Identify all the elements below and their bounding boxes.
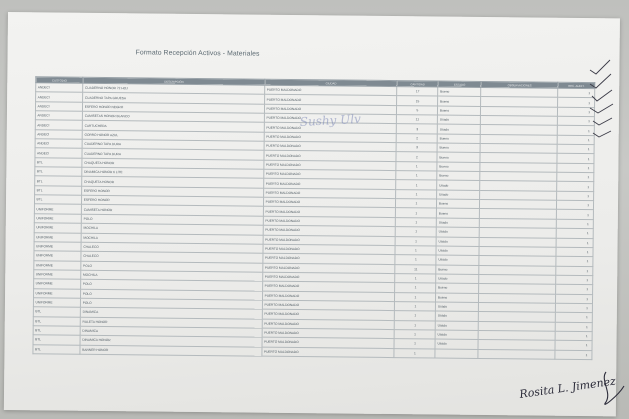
cell-cantidad: 1	[395, 292, 436, 302]
cell-descripcion: GORRO HONOR AZUL	[82, 130, 264, 141]
cell-ciudad: PUERTO MALDONADO	[264, 160, 396, 171]
cell-custodio: BTL	[33, 307, 80, 317]
cell-cantidad: 11	[395, 264, 436, 274]
cell-descripcion: CHALECO	[81, 242, 263, 253]
cell-rec-audit: 1	[556, 284, 593, 294]
cell-ciudad: PUERTO MALDONADO	[264, 123, 396, 134]
cell-descripcion: POLO	[81, 279, 263, 290]
cell-custodio: BTL	[35, 176, 82, 186]
cell-estado: Usado	[436, 330, 479, 340]
cell-custodio: BTL	[35, 158, 82, 168]
cell-custodio: UNIFORME	[34, 223, 81, 233]
cell-custodio: ANDECI	[36, 83, 83, 93]
header-rec-audit: REC. AUDIT.	[558, 82, 595, 88]
cell-estado: Usado	[438, 115, 481, 125]
document-sheet	[4, 12, 620, 416]
cell-estado: Usado	[436, 311, 479, 321]
cell-rec-audit: 1	[556, 266, 593, 276]
cell-descripcion: DINAMICA	[81, 308, 263, 319]
cell-descripcion: CUADERNO TAPA DURA	[82, 149, 264, 160]
cell-estado: Usado	[438, 124, 481, 134]
cell-rec-audit: 1	[556, 294, 593, 304]
cell-estado: Usado	[436, 237, 479, 247]
header-observaciones: OBSERVACIONES	[481, 81, 558, 88]
cell-ciudad: PUERTO MALDONADO	[262, 309, 394, 320]
cell-cantidad: 2	[396, 152, 437, 162]
cell-descripcion: CHAQUETA HONOR	[82, 177, 264, 188]
cell-rec-audit: 1	[557, 135, 594, 145]
cell-custodio: ANDECI	[35, 101, 82, 111]
cell-descripcion: RULETA HONOR	[80, 317, 262, 328]
cell-rec-audit: 1	[557, 163, 594, 173]
cell-ciudad: PUERTO MALDONADO	[265, 95, 397, 106]
cell-ciudad: PUERTO MALDONADO	[264, 188, 396, 199]
cell-ciudad: PUERTO MALDONADO	[262, 337, 394, 348]
cell-estado: Usado	[436, 321, 479, 331]
cell-ciudad: PUERTO MALDONADO	[264, 132, 396, 143]
cell-estado: Bueno	[437, 171, 480, 181]
cell-estado: Usado	[436, 274, 479, 284]
cell-rec-audit: 1	[557, 126, 594, 136]
cell-cantidad: 1	[396, 236, 437, 246]
cell-custodio: ANDECI	[35, 130, 82, 140]
cell-cantidad: 1	[395, 320, 436, 330]
cell-ciudad: PUERTO MALDONADO	[263, 216, 395, 227]
cell-cantidad: 1	[395, 330, 436, 340]
cell-descripcion: ESFERO HONOR	[82, 186, 264, 197]
cell-observaciones	[478, 349, 555, 359]
cell-cantidad: 11	[397, 115, 438, 125]
cell-custodio: ANDECI	[36, 92, 83, 102]
cell-custodio: BTL	[33, 316, 80, 326]
cell-descripcion: BANNER HONOR	[80, 345, 262, 356]
cell-estado: Usado	[437, 227, 480, 237]
cell-cantidad: 1	[396, 189, 437, 199]
cell-estado: Usado	[437, 180, 480, 190]
cell-cantidad: 1	[396, 161, 437, 171]
header-cantidad: CANTIDAD	[397, 81, 438, 87]
cell-custodio: UNIFORME	[34, 204, 81, 214]
cell-cantidad: 2	[397, 133, 438, 143]
cell-ciudad: PUERTO MALDONADO	[263, 207, 395, 218]
cell-custodio: ANDECI	[35, 148, 82, 158]
cell-ciudad: PUERTO MALDONADO	[264, 141, 396, 152]
cell-ciudad: PUERTO MALDONADO	[264, 197, 396, 208]
cell-estado: Usado	[436, 302, 479, 312]
cell-cantidad: 1	[396, 199, 437, 209]
cell-ciudad: PUERTO MALDONADO	[264, 113, 396, 124]
cell-cantidad: 1	[396, 208, 437, 218]
cell-ciudad: PUERTO MALDONADO	[263, 272, 395, 283]
cell-rec-audit: 1	[557, 154, 594, 164]
cell-estado: Bueno	[437, 208, 480, 218]
cell-cantidad: 1	[394, 348, 435, 358]
cell-custodio: UNIFORME	[34, 242, 81, 252]
cell-rec-audit: 1	[556, 219, 593, 229]
cell-rec-audit: 1	[557, 210, 594, 220]
cell-estado: Bueno	[437, 152, 480, 162]
cell-ciudad: PUERTO MALDONADO	[262, 300, 394, 311]
cell-descripcion: ESFERO HONOR NEGRO	[83, 102, 265, 113]
cell-ciudad: PUERTO MALDONADO	[263, 235, 395, 246]
cell-descripcion: MOCHILA	[81, 223, 263, 234]
cell-ciudad: PUERTO MALDONADO	[263, 225, 395, 236]
cell-estado	[435, 349, 478, 359]
cell-rec-audit: 1	[557, 191, 594, 201]
cell-rec-audit: 1	[555, 341, 592, 351]
cell-cantidad: 5	[397, 105, 438, 115]
cell-custodio: BTL	[33, 344, 80, 354]
header-estado: ESTADO	[438, 81, 481, 87]
cell-estado: Bueno	[438, 96, 481, 106]
cell-custodio: UNIFORME	[34, 288, 81, 298]
cell-ciudad: PUERTO MALDONADO	[264, 151, 396, 162]
cell-cantidad: 1	[395, 255, 436, 265]
cell-custodio: ANDECI	[35, 139, 82, 149]
cell-custodio: BTL	[35, 167, 82, 177]
cell-custodio: ANDECI	[35, 120, 82, 130]
cell-ciudad: PUERTO MALDONADO	[262, 347, 394, 358]
cell-descripcion: ESFERO HONOR	[82, 195, 264, 206]
cell-estado: Usado	[437, 190, 480, 200]
cell-rec-audit: 1	[557, 200, 594, 210]
cell-cantidad: 1	[395, 301, 436, 311]
cell-rec-audit: 1	[558, 98, 595, 108]
cell-rec-audit: 1	[555, 322, 592, 332]
cell-estado: Bueno	[437, 143, 480, 153]
cell-cantidad: 1	[396, 227, 437, 237]
cell-ciudad: PUERTO MALDONADO	[263, 263, 395, 274]
cell-custodio: UNIFORME	[34, 251, 81, 261]
cell-cantidad: 1	[394, 339, 435, 349]
cell-custodio: UNIFORME	[34, 270, 81, 280]
cell-descripcion: POLO	[81, 261, 263, 272]
cell-cantidad: 1	[396, 217, 437, 227]
cell-descripcion: MOCHILA	[81, 270, 263, 281]
cell-custodio: UNIFORME	[34, 214, 81, 224]
cell-ciudad: PUERTO MALDONADO	[262, 328, 394, 339]
table-body	[33, 83, 595, 360]
cell-ciudad: PUERTO MALDONADO	[264, 169, 396, 180]
cell-estado: Usado	[437, 218, 480, 228]
cell-descripcion: DINAMICA HONOR	[80, 336, 262, 347]
cell-estado: Bueno	[437, 199, 480, 209]
cell-cantidad: 3	[396, 143, 437, 153]
cell-rec-audit: 1	[555, 331, 592, 341]
cell-cantidad: 1	[395, 273, 436, 283]
cell-custodio: BTL	[33, 335, 80, 345]
cell-estado: Bueno	[436, 265, 479, 275]
cell-custodio: BTL	[35, 186, 82, 196]
cell-custodio: UNIFORME	[34, 232, 81, 242]
cell-cantidad: 1	[396, 171, 437, 181]
cell-descripcion: DINAMICA HONOR 6 LITE	[82, 167, 264, 178]
cell-custodio: BTL	[34, 195, 81, 205]
cell-estado: Bueno	[437, 162, 480, 172]
cell-descripcion: CHAQUETA HONOR	[82, 158, 264, 169]
cell-estado: Bueno	[436, 283, 479, 293]
cell-rec-audit: 1	[556, 228, 593, 238]
cell-custodio: ANDECI	[35, 111, 82, 121]
cell-rec-audit: 1	[558, 116, 595, 126]
cell-rec-audit: 1	[557, 144, 594, 154]
cell-rec-audit: 1	[556, 238, 593, 248]
document-title: Formato Recepción Activos - Materiales	[135, 49, 260, 58]
cell-rec-audit: 1	[555, 313, 592, 323]
cell-custodio: UNIFORME	[33, 298, 80, 308]
cell-ciudad: PUERTO MALDONADO	[264, 179, 396, 190]
cell-estado: Usado	[436, 255, 479, 265]
cell-custodio: UNIFORME	[34, 279, 81, 289]
cell-ciudad: PUERTO MALDONADO	[262, 319, 394, 330]
header-custodio: CUSTODIO	[36, 77, 83, 83]
cell-cantidad: 1	[395, 311, 436, 321]
cell-ciudad: PUERTO MALDONADO	[263, 244, 395, 255]
cell-rec-audit: 1	[556, 303, 593, 313]
cell-descripcion: MOCHILA	[81, 233, 263, 244]
cell-cantidad: 3	[397, 124, 438, 134]
cell-descripcion: POLO	[81, 298, 263, 309]
cell-custodio: BTL	[33, 326, 80, 336]
cell-rec-audit: 1	[558, 107, 595, 117]
cell-ciudad: PUERTO MALDONADO	[265, 104, 397, 115]
cell-descripcion: CHALECO	[81, 251, 263, 262]
cell-estado: Usado	[435, 339, 478, 349]
cell-ciudad: PUERTO MALDONADO	[263, 281, 395, 292]
cell-custodio: UNIFORME	[34, 260, 81, 270]
cell-descripcion: POLO	[81, 289, 263, 300]
cell-ciudad: PUERTO MALDONADO	[265, 85, 397, 96]
cell-rec-audit: 1	[556, 247, 593, 257]
cell-rec-audit: 1	[555, 350, 592, 360]
cell-estado: Bueno	[438, 87, 481, 97]
cell-rec-audit: 1	[556, 275, 593, 285]
cell-rec-audit: 1	[557, 172, 594, 182]
assets-table	[32, 76, 595, 360]
cell-descripcion: CUADERNO TAPA GRUESA	[83, 93, 265, 104]
cell-descripcion: POLO	[82, 214, 264, 225]
signature-name: Rosita L. Jimenez	[518, 374, 617, 401]
cell-descripcion: DINAMICA	[80, 326, 262, 337]
cell-descripcion: CUADERNO TAPA DURA	[82, 139, 264, 150]
cell-descripcion: CAMISETAS HONOR BLANCO	[83, 111, 265, 122]
header-descripcion: DESCRIPCIÓN	[83, 77, 265, 85]
handwritten-note: Sushy Ulv	[299, 111, 362, 129]
cell-cantidad: 1	[395, 283, 436, 293]
cell-rec-audit: 1	[558, 88, 595, 98]
cell-cantidad: 15	[397, 96, 438, 106]
cell-ciudad: PUERTO MALDONADO	[263, 291, 395, 302]
cell-estado: Bueno	[436, 293, 479, 303]
cell-cantidad: 17	[397, 87, 438, 97]
cell-cantidad: 1	[396, 180, 437, 190]
cell-estado: Usado	[436, 246, 479, 256]
cell-ciudad: PUERTO MALDONADO	[263, 253, 395, 264]
cell-descripcion: CUADERNO HONOR 72 HOJ	[83, 83, 265, 94]
cell-estado: Bueno	[438, 106, 481, 116]
cell-rec-audit: 1	[556, 256, 593, 266]
cell-cantidad: 1	[395, 245, 436, 255]
cell-descripcion: CAMISETA HONOR	[82, 205, 264, 216]
cell-descripcion: CARTUCHERA	[83, 121, 265, 132]
cell-estado: Bueno	[438, 134, 481, 144]
header-ciudad: CIUDAD	[265, 79, 397, 86]
cell-rec-audit: 1	[557, 182, 594, 192]
